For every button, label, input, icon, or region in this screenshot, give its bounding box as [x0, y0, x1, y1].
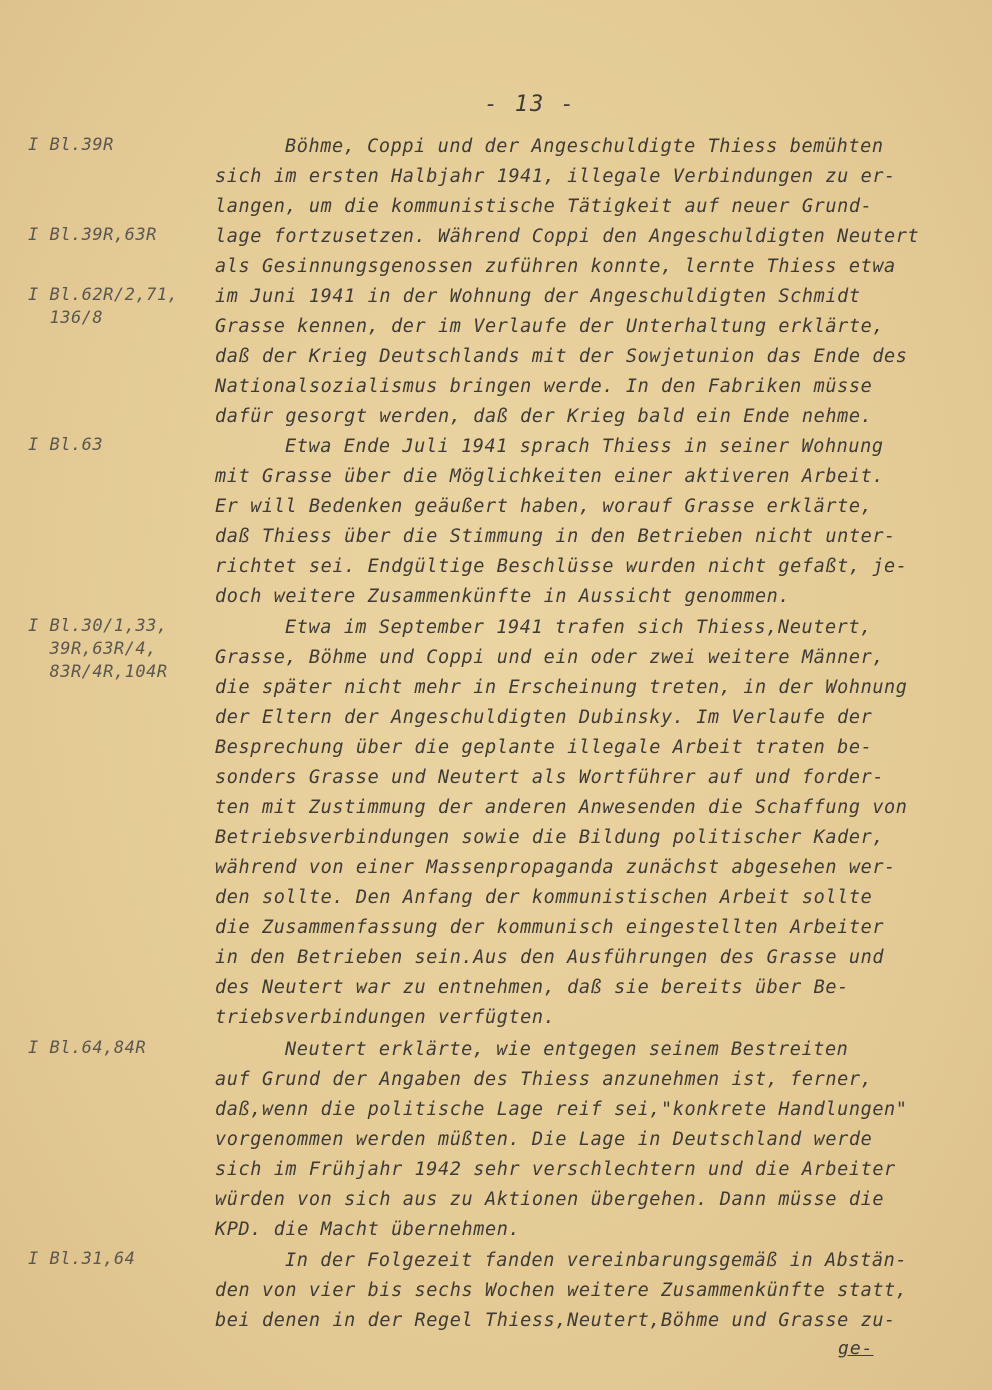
text-line: In der Folgezeit fanden vereinbarungsgemäß in Abstän-	[285, 1250, 908, 1271]
text-line: des Neutert war zu entnehmen, daß sie bereits über Be-	[215, 977, 849, 998]
text-line: den sollte. Den Anfang der kommunistischen Arbeit sollte	[215, 887, 873, 908]
text-line: Grasse, Böhme und Coppi und ein oder zwei weitere Männer,	[215, 647, 885, 668]
margin-reference: I Bl.64,84R	[28, 1038, 147, 1058]
text-line: Besprechung über die geplante illegale Arbeit traten be-	[215, 737, 873, 758]
text-line: auf Grund der Angaben des Thiess anzunehmen ist, ferner,	[215, 1069, 873, 1090]
text-line: die später nicht mehr in Erscheinung treten, in der Wohnung	[215, 677, 908, 698]
text-line: als Gesinnungsgenossen zuführen konnte, lernte Thiess etwa	[215, 256, 896, 277]
text-line: langen, um die kommunistische Tätigkeit auf neuer Grund-	[215, 196, 873, 217]
text-line: während von einer Massenpropaganda zunächst abgesehen wer-	[215, 857, 896, 878]
text-line: daß Thiess über die Stimmung in den Betrieben nicht unter-	[215, 526, 896, 547]
text-line: bei denen in der Regel Thiess,Neutert,Böhme und Grasse zu-	[215, 1310, 896, 1331]
text-line: Neutert erklärte, wie entgegen seinem Bestreiten	[285, 1039, 849, 1060]
text-line: Böhme, Coppi und der Angeschuldigte Thiess bemühten	[285, 136, 884, 157]
text-line: lage fortzusetzen. Während Coppi den Angeschuldigten Neutert	[215, 226, 920, 247]
text-line: dafür gesorgt werden, daß der Krieg bald ein Ende nehme.	[215, 406, 873, 427]
text-line: in den Betrieben sein.Aus den Ausführungen des Grasse und	[215, 947, 885, 968]
text-line: KPD. die Macht übernehmen.	[215, 1219, 521, 1240]
text-line: Betriebsverbindungen sowie die Bildung politischer Kader,	[215, 827, 885, 848]
margin-reference: I Bl.31,64	[28, 1249, 136, 1269]
text-line: daß,wenn die politische Lage reif sei,"konkrete Handlungen"	[215, 1099, 908, 1120]
margin-reference: I Bl.39R	[28, 135, 114, 155]
text-line: vorgenommen werden müßten. Die Lage in Deutschland werde	[215, 1129, 873, 1150]
text-line: sich im Frühjahr 1942 sehr verschlechtern und die Arbeiter	[215, 1159, 896, 1180]
text-line: Nationalsozialismus bringen werde. In den Fabriken müsse	[215, 376, 873, 397]
text-line: der Eltern der Angeschuldigten Dubinsky. Im Verlaufe der	[215, 707, 873, 728]
text-line: ten mit Zustimmung der anderen Anwesenden die Schaffung von	[215, 797, 908, 818]
text-line: würden von sich aus zu Aktionen übergehen. Dann müsse die	[215, 1189, 885, 1210]
text-line: Etwa Ende Juli 1941 sprach Thiess in seiner Wohnung	[285, 436, 884, 457]
text-line: mit Grasse über die Möglichkeiten einer aktiveren Arbeit.	[215, 466, 885, 487]
text-line: richtet sei. Endgültige Beschlüsse wurden nicht gefaßt, je-	[215, 556, 908, 577]
text-line: die Zusammenfassung der kommunisch eingestellten Arbeiter	[215, 917, 885, 938]
text-line: sich im ersten Halbjahr 1941, illegale Verbindungen zu er-	[215, 166, 896, 187]
catchword: ge-	[838, 1338, 874, 1359]
text-line: Grasse kennen, der im Verlaufe der Unterhaltung erklärte,	[215, 316, 885, 337]
text-line: triebsverbindungen verfügten.	[215, 1007, 556, 1028]
text-line: den von vier bis sechs Wochen weitere Zusammenkünfte statt,	[215, 1280, 908, 1301]
margin-reference: I Bl.30/1,33, 39R,63R/4, 83R/4R,104R	[28, 616, 168, 682]
margin-reference: I Bl.39R,63R	[28, 225, 157, 245]
text-line: doch weitere Zusammenkünfte in Aussicht genommen.	[215, 586, 791, 607]
text-line: Er will Bedenken geäußert haben, worauf Grasse erklärte,	[215, 496, 873, 517]
page-number: - 13 -	[484, 92, 576, 117]
text-line: im Juni 1941 in der Wohnung der Angeschuldigten Schmidt	[215, 286, 861, 307]
margin-reference: I Bl.62R/2,71, 136/8	[28, 285, 179, 328]
margin-reference: I Bl.63	[28, 435, 104, 455]
text-line: daß der Krieg Deutschlands mit der Sowjetunion das Ende des	[215, 346, 908, 367]
text-line: sonders Grasse und Neutert als Wortführer auf und forder-	[215, 767, 885, 788]
text-line: Etwa im September 1941 trafen sich Thiess,Neutert,	[285, 617, 872, 638]
